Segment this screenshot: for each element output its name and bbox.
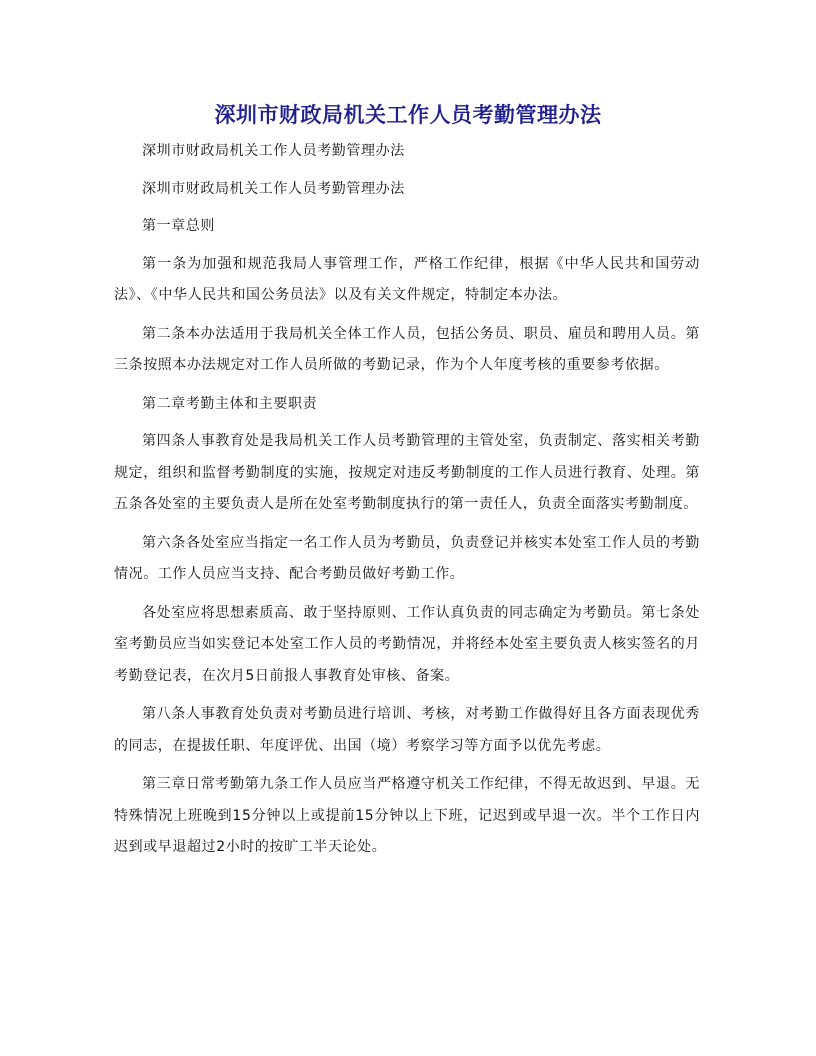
paragraph: 深圳市财政局机关工作人员考勤管理办法 <box>142 180 405 197</box>
paragraph: 深圳市财政局机关工作人员考勤管理办法 <box>142 143 405 159</box>
chapter-heading: 第一章总则 <box>142 218 215 234</box>
chapter-heading: 第二章考勤主体和主要职责 <box>142 395 318 412</box>
doc-title: 深圳市财政局机关工作人员考勤管理办法 <box>214 102 602 127</box>
paragraph: 各处室应将思想素质高、敢于坚持原则、工作认真负责的同志确定为考勤员。第七条处室考勤员应当如实登记本处室工作人员的考勤情况，并将经本处室主要负责人核实签名的月考勤登记表，在次月5日前报人事教育处审核、备案。 <box>114 604 700 684</box>
paragraph: 第三章日常考勤第九条工作人员应当严格遵守机关工作纪律，不得无故迟到、早退。无特殊情况上班晚到15分钟以上或提前15分钟以上下班，记迟到或早退一次。半个工作日内迟到或早退超过2小时的按旷工半天论处。 <box>114 776 700 855</box>
paragraph: 第二条本办法适用于我局机关全体工作人员，包括公务员、职员、雇员和聘用人员。第三条按照本办法规定对工作人员所做的考勤记录，作为个人年度考核的重要参考依据。 <box>114 325 700 373</box>
paragraph: 第四条人事教育处是我局机关工作人员考勤管理的主管处室，负责制定、落实相关考勤规定，组织和监督考勤制度的实施，按规定对违反考勤制度的工作人员进行教育、处理。第五条各处室的主要负责人是所在处室考勤制度执行的第一责任人，负责全面落实考勤制度。 <box>114 433 700 512</box>
paragraph: 第六条各处室应当指定一名工作人员为考勤员，负责登记并核实本处室工作人员的考勤情况。工作人员应当支持、配合考勤员做好考勤工作。 <box>114 534 700 582</box>
paragraph: 第八条人事教育处负责对考勤员进行培训、考核，对考勤工作做得好且各方面表现优秀的同志，在提拔任职、年度评优、出国（境）考察学习等方面予以优先考虑。 <box>114 706 700 754</box>
doc-body <box>114 136 700 871</box>
paragraph: 第一条为加强和规范我局人事管理工作，严格工作纪律，根据《中华人民共和国劳动法》、《中华人民共和国公务员法》以及有关文件规定，特制定本办法。 <box>114 255 700 303</box>
